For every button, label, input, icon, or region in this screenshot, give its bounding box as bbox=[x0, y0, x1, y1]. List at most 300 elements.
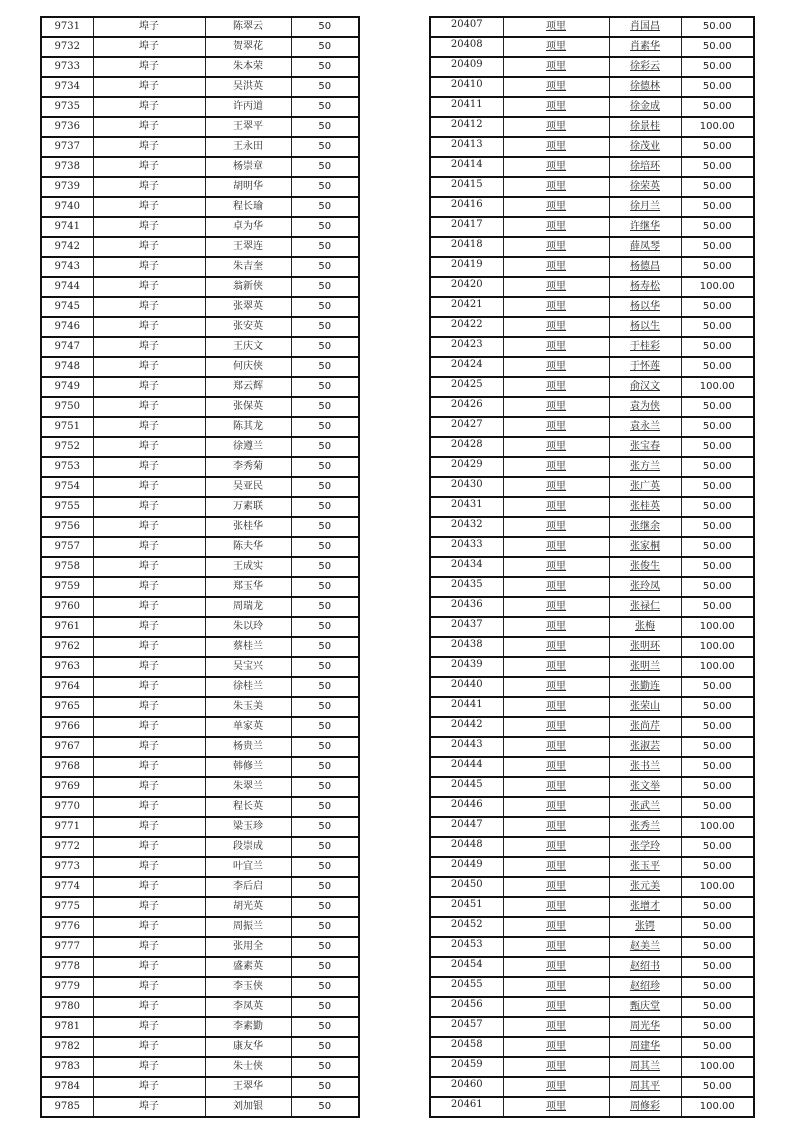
table-row bbox=[41, 177, 359, 197]
amount-cell: 50 bbox=[291, 257, 359, 277]
amount-cell: 50.00 bbox=[681, 897, 754, 917]
id-cell: 20410 bbox=[430, 77, 503, 97]
name-cell: 王翠平 bbox=[205, 117, 291, 137]
name-cell: 朱以玲 bbox=[205, 617, 291, 637]
name-cell: 朱玉美 bbox=[205, 697, 291, 717]
village-cell: 埠子 bbox=[93, 37, 205, 57]
id-cell: 9741 bbox=[41, 217, 93, 237]
village-cell: 埠子 bbox=[93, 537, 205, 557]
table-row bbox=[430, 277, 754, 297]
table-row bbox=[41, 997, 359, 1017]
village-cell: 项里 bbox=[503, 657, 609, 677]
amount-cell: 50 bbox=[291, 197, 359, 217]
name-cell: 盛素英 bbox=[205, 957, 291, 977]
left-table-body bbox=[41, 17, 359, 1117]
village-cell: 项里 bbox=[503, 1057, 609, 1077]
village-cell: 埠子 bbox=[93, 877, 205, 897]
id-cell: 20455 bbox=[430, 977, 503, 997]
table-row bbox=[41, 557, 359, 577]
id-cell: 9758 bbox=[41, 557, 93, 577]
id-cell: 9733 bbox=[41, 57, 93, 77]
amount-cell: 50 bbox=[291, 797, 359, 817]
amount-cell: 50 bbox=[291, 737, 359, 757]
amount-cell: 50.00 bbox=[681, 337, 754, 357]
amount-cell: 50.00 bbox=[681, 797, 754, 817]
village-cell: 埠子 bbox=[93, 697, 205, 717]
village-cell: 项里 bbox=[503, 837, 609, 857]
village-cell: 埠子 bbox=[93, 857, 205, 877]
table-row bbox=[430, 337, 754, 357]
amount-cell: 50.00 bbox=[681, 257, 754, 277]
id-cell: 20434 bbox=[430, 557, 503, 577]
table-row bbox=[41, 797, 359, 817]
village-cell: 项里 bbox=[503, 357, 609, 377]
village-cell: 项里 bbox=[503, 677, 609, 697]
amount-cell: 50 bbox=[291, 217, 359, 237]
name-cell: 张桂华 bbox=[205, 517, 291, 537]
amount-cell: 50.00 bbox=[681, 717, 754, 737]
table-row bbox=[41, 897, 359, 917]
name-cell: 朱翠兰 bbox=[205, 777, 291, 797]
amount-cell: 50.00 bbox=[681, 97, 754, 117]
amount-cell: 50.00 bbox=[681, 677, 754, 697]
name-cell: 赵美兰 bbox=[609, 937, 681, 957]
amount-cell: 50.00 bbox=[681, 177, 754, 197]
table-row bbox=[41, 477, 359, 497]
table-row bbox=[41, 437, 359, 457]
table-row bbox=[430, 517, 754, 537]
village-cell: 埠子 bbox=[93, 457, 205, 477]
village-cell: 埠子 bbox=[93, 237, 205, 257]
amount-cell: 50.00 bbox=[681, 737, 754, 757]
table-row bbox=[430, 157, 754, 177]
table-row bbox=[41, 657, 359, 677]
amount-cell: 50 bbox=[291, 917, 359, 937]
village-cell: 项里 bbox=[503, 617, 609, 637]
amount-cell: 50 bbox=[291, 37, 359, 57]
name-cell: 赵绍珍 bbox=[609, 977, 681, 997]
table-row bbox=[41, 397, 359, 417]
id-cell: 9756 bbox=[41, 517, 93, 537]
name-cell: 张保英 bbox=[205, 397, 291, 417]
name-cell: 杨以华 bbox=[609, 297, 681, 317]
id-cell: 9739 bbox=[41, 177, 93, 197]
table-row bbox=[430, 697, 754, 717]
name-cell: 陈翠云 bbox=[205, 17, 291, 37]
village-cell: 项里 bbox=[503, 597, 609, 617]
amount-cell: 50 bbox=[291, 937, 359, 957]
village-cell: 埠子 bbox=[93, 957, 205, 977]
table-row bbox=[41, 837, 359, 857]
table-row bbox=[430, 957, 754, 977]
id-cell: 9776 bbox=[41, 917, 93, 937]
id-cell: 20430 bbox=[430, 477, 503, 497]
village-cell: 项里 bbox=[503, 1077, 609, 1097]
table-row bbox=[41, 817, 359, 837]
amount-cell: 50.00 bbox=[681, 477, 754, 497]
table-row bbox=[430, 897, 754, 917]
amount-cell: 50 bbox=[291, 57, 359, 77]
amount-cell: 50 bbox=[291, 157, 359, 177]
name-cell: 万素联 bbox=[205, 497, 291, 517]
table-row bbox=[430, 97, 754, 117]
village-cell: 埠子 bbox=[93, 297, 205, 317]
village-cell: 埠子 bbox=[93, 897, 205, 917]
id-cell: 20442 bbox=[430, 717, 503, 737]
table-row bbox=[41, 217, 359, 237]
village-cell: 项里 bbox=[503, 337, 609, 357]
village-cell: 项里 bbox=[503, 77, 609, 97]
village-cell: 项里 bbox=[503, 157, 609, 177]
table-row bbox=[41, 537, 359, 557]
village-cell: 埠子 bbox=[93, 617, 205, 637]
village-cell: 项里 bbox=[503, 637, 609, 657]
name-cell: 张尚芹 bbox=[609, 717, 681, 737]
village-cell: 埠子 bbox=[93, 317, 205, 337]
table-row bbox=[430, 217, 754, 237]
id-cell: 20437 bbox=[430, 617, 503, 637]
id-cell: 9774 bbox=[41, 877, 93, 897]
village-cell: 项里 bbox=[503, 477, 609, 497]
id-cell: 9784 bbox=[41, 1077, 93, 1097]
id-cell: 20447 bbox=[430, 817, 503, 837]
name-cell: 张增才 bbox=[609, 897, 681, 917]
village-cell: 项里 bbox=[503, 757, 609, 777]
name-cell: 肖国昌 bbox=[609, 17, 681, 37]
id-cell: 20452 bbox=[430, 917, 503, 937]
id-cell: 9740 bbox=[41, 197, 93, 217]
table-row bbox=[430, 977, 754, 997]
table-row bbox=[430, 197, 754, 217]
amount-cell: 100.00 bbox=[681, 117, 754, 137]
name-cell: 张用全 bbox=[205, 937, 291, 957]
village-cell: 项里 bbox=[503, 737, 609, 757]
id-cell: 9746 bbox=[41, 317, 93, 337]
table-row bbox=[430, 317, 754, 337]
id-cell: 20409 bbox=[430, 57, 503, 77]
name-cell: 张玉平 bbox=[609, 857, 681, 877]
amount-cell: 50.00 bbox=[681, 137, 754, 157]
id-cell: 9778 bbox=[41, 957, 93, 977]
village-cell: 项里 bbox=[503, 497, 609, 517]
id-cell: 9731 bbox=[41, 17, 93, 37]
name-cell: 张明兰 bbox=[609, 657, 681, 677]
table-row bbox=[41, 957, 359, 977]
amount-cell: 50 bbox=[291, 697, 359, 717]
name-cell: 杨贵兰 bbox=[205, 737, 291, 757]
name-cell: 徐遵兰 bbox=[205, 437, 291, 457]
village-cell: 埠子 bbox=[93, 517, 205, 537]
name-cell: 朱本荣 bbox=[205, 57, 291, 77]
village-cell: 埠子 bbox=[93, 177, 205, 197]
village-cell: 埠子 bbox=[93, 97, 205, 117]
id-cell: 9734 bbox=[41, 77, 93, 97]
id-cell: 20445 bbox=[430, 777, 503, 797]
village-cell: 埠子 bbox=[93, 937, 205, 957]
name-cell: 杨德昌 bbox=[609, 257, 681, 277]
amount-cell: 50 bbox=[291, 877, 359, 897]
id-cell: 20449 bbox=[430, 857, 503, 877]
table-row bbox=[430, 1057, 754, 1077]
amount-cell: 100.00 bbox=[681, 1097, 754, 1117]
name-cell: 张锷 bbox=[609, 917, 681, 937]
name-cell: 徐荣英 bbox=[609, 177, 681, 197]
amount-cell: 50.00 bbox=[681, 197, 754, 217]
amount-cell: 50.00 bbox=[681, 397, 754, 417]
amount-cell: 50 bbox=[291, 1057, 359, 1077]
amount-cell: 50 bbox=[291, 17, 359, 37]
id-cell: 20459 bbox=[430, 1057, 503, 1077]
name-cell: 程长英 bbox=[205, 797, 291, 817]
id-cell: 20451 bbox=[430, 897, 503, 917]
id-cell: 20421 bbox=[430, 297, 503, 317]
village-cell: 项里 bbox=[503, 1097, 609, 1117]
village-cell: 项里 bbox=[503, 1037, 609, 1057]
village-cell: 埠子 bbox=[93, 757, 205, 777]
table-row bbox=[41, 937, 359, 957]
id-cell: 9751 bbox=[41, 417, 93, 437]
village-cell: 埠子 bbox=[93, 1057, 205, 1077]
name-cell: 杨寿松 bbox=[609, 277, 681, 297]
table-row bbox=[430, 777, 754, 797]
table-row bbox=[430, 57, 754, 77]
amount-cell: 50 bbox=[291, 1037, 359, 1057]
village-cell: 项里 bbox=[503, 277, 609, 297]
table-row bbox=[41, 57, 359, 77]
id-cell: 9744 bbox=[41, 277, 93, 297]
amount-cell: 50.00 bbox=[681, 857, 754, 877]
village-cell: 埠子 bbox=[93, 337, 205, 357]
name-cell: 胡光英 bbox=[205, 897, 291, 917]
id-cell: 9765 bbox=[41, 697, 93, 717]
id-cell: 20423 bbox=[430, 337, 503, 357]
id-cell: 20419 bbox=[430, 257, 503, 277]
table-row bbox=[430, 1037, 754, 1057]
village-cell: 项里 bbox=[503, 97, 609, 117]
table-row bbox=[41, 417, 359, 437]
name-cell: 袁永兰 bbox=[609, 417, 681, 437]
village-cell: 埠子 bbox=[93, 737, 205, 757]
village-cell: 项里 bbox=[503, 917, 609, 937]
name-cell: 张淑芸 bbox=[609, 737, 681, 757]
village-cell: 埠子 bbox=[93, 577, 205, 597]
id-cell: 9766 bbox=[41, 717, 93, 737]
table-row bbox=[430, 557, 754, 577]
id-cell: 9769 bbox=[41, 777, 93, 797]
table-row bbox=[430, 397, 754, 417]
amount-cell: 50.00 bbox=[681, 777, 754, 797]
amount-cell: 50 bbox=[291, 997, 359, 1017]
village-cell: 埠子 bbox=[93, 657, 205, 677]
amount-cell: 50 bbox=[291, 777, 359, 797]
table-row bbox=[430, 537, 754, 557]
name-cell: 吴宝兴 bbox=[205, 657, 291, 677]
name-cell: 吴洪英 bbox=[205, 77, 291, 97]
name-cell: 张勤连 bbox=[609, 677, 681, 697]
amount-cell: 50.00 bbox=[681, 557, 754, 577]
name-cell: 卓为华 bbox=[205, 217, 291, 237]
village-cell: 埠子 bbox=[93, 197, 205, 217]
id-cell: 9783 bbox=[41, 1057, 93, 1077]
table-row bbox=[430, 877, 754, 897]
amount-cell: 50 bbox=[291, 537, 359, 557]
id-cell: 9771 bbox=[41, 817, 93, 837]
village-cell: 埠子 bbox=[93, 1097, 205, 1117]
amount-cell: 50.00 bbox=[681, 577, 754, 597]
village-cell: 埠子 bbox=[93, 997, 205, 1017]
table-row bbox=[41, 977, 359, 997]
village-cell: 项里 bbox=[503, 797, 609, 817]
village-cell: 项里 bbox=[503, 317, 609, 337]
village-cell: 埠子 bbox=[93, 397, 205, 417]
village-cell: 项里 bbox=[503, 1017, 609, 1037]
right-table-body bbox=[430, 17, 754, 1117]
table-row bbox=[41, 497, 359, 517]
name-cell: 张学玲 bbox=[609, 837, 681, 857]
name-cell: 杨以生 bbox=[609, 317, 681, 337]
name-cell: 叶宜兰 bbox=[205, 857, 291, 877]
table-row bbox=[41, 857, 359, 877]
name-cell: 袁为侠 bbox=[609, 397, 681, 417]
name-cell: 徐茂业 bbox=[609, 137, 681, 157]
name-cell: 李玉侠 bbox=[205, 977, 291, 997]
amount-cell: 50 bbox=[291, 597, 359, 617]
village-cell: 项里 bbox=[503, 417, 609, 437]
name-cell: 张文举 bbox=[609, 777, 681, 797]
name-cell: 王翠连 bbox=[205, 237, 291, 257]
id-cell: 9750 bbox=[41, 397, 93, 417]
name-cell: 徐彩云 bbox=[609, 57, 681, 77]
village-cell: 项里 bbox=[503, 537, 609, 557]
village-cell: 项里 bbox=[503, 777, 609, 797]
amount-cell: 50.00 bbox=[681, 457, 754, 477]
table-row bbox=[430, 437, 754, 457]
village-cell: 埠子 bbox=[93, 1037, 205, 1057]
village-cell: 埠子 bbox=[93, 77, 205, 97]
village-cell: 项里 bbox=[503, 997, 609, 1017]
village-cell: 埠子 bbox=[93, 1017, 205, 1037]
table-row bbox=[41, 97, 359, 117]
amount-cell: 50.00 bbox=[681, 357, 754, 377]
name-cell: 张桂英 bbox=[609, 497, 681, 517]
id-cell: 20412 bbox=[430, 117, 503, 137]
name-cell: 薛凤琴 bbox=[609, 237, 681, 257]
table-row bbox=[41, 157, 359, 177]
table-row bbox=[430, 297, 754, 317]
table-row bbox=[430, 797, 754, 817]
amount-cell: 50 bbox=[291, 497, 359, 517]
amount-cell: 50 bbox=[291, 77, 359, 97]
village-cell: 项里 bbox=[503, 897, 609, 917]
name-cell: 肖素华 bbox=[609, 37, 681, 57]
id-cell: 9781 bbox=[41, 1017, 93, 1037]
table-row bbox=[41, 377, 359, 397]
amount-cell: 50.00 bbox=[681, 517, 754, 537]
amount-cell: 50 bbox=[291, 97, 359, 117]
amount-cell: 50 bbox=[291, 557, 359, 577]
village-cell: 项里 bbox=[503, 717, 609, 737]
village-cell: 项里 bbox=[503, 397, 609, 417]
id-cell: 20435 bbox=[430, 577, 503, 597]
table-row bbox=[430, 757, 754, 777]
left-roster-table bbox=[40, 16, 360, 1118]
amount-cell: 50 bbox=[291, 837, 359, 857]
village-cell: 项里 bbox=[503, 57, 609, 77]
id-cell: 20416 bbox=[430, 197, 503, 217]
table-row bbox=[41, 457, 359, 477]
amount-cell: 50 bbox=[291, 637, 359, 657]
name-cell: 吴亚民 bbox=[205, 477, 291, 497]
amount-cell: 50 bbox=[291, 417, 359, 437]
table-row bbox=[41, 317, 359, 337]
village-cell: 项里 bbox=[503, 857, 609, 877]
id-cell: 20432 bbox=[430, 517, 503, 537]
table-row bbox=[430, 17, 754, 37]
id-cell: 20446 bbox=[430, 797, 503, 817]
amount-cell: 50 bbox=[291, 1077, 359, 1097]
id-cell: 9772 bbox=[41, 837, 93, 857]
id-cell: 9748 bbox=[41, 357, 93, 377]
amount-cell: 50.00 bbox=[681, 1017, 754, 1037]
village-cell: 项里 bbox=[503, 177, 609, 197]
village-cell: 埠子 bbox=[93, 777, 205, 797]
table-row bbox=[430, 597, 754, 617]
id-cell: 20443 bbox=[430, 737, 503, 757]
village-cell: 埠子 bbox=[93, 277, 205, 297]
amount-cell: 50 bbox=[291, 457, 359, 477]
name-cell: 许继华 bbox=[609, 217, 681, 237]
table-row bbox=[430, 117, 754, 137]
name-cell: 徐景桂 bbox=[609, 117, 681, 137]
table-row bbox=[430, 637, 754, 657]
table-row bbox=[41, 37, 359, 57]
table-row bbox=[41, 1017, 359, 1037]
table-row bbox=[430, 857, 754, 877]
id-cell: 20433 bbox=[430, 537, 503, 557]
amount-cell: 100.00 bbox=[681, 1057, 754, 1077]
id-cell: 9737 bbox=[41, 137, 93, 157]
amount-cell: 50.00 bbox=[681, 1077, 754, 1097]
amount-cell: 50.00 bbox=[681, 57, 754, 77]
name-cell: 周振兰 bbox=[205, 917, 291, 937]
id-cell: 20439 bbox=[430, 657, 503, 677]
village-cell: 项里 bbox=[503, 257, 609, 277]
table-row bbox=[430, 617, 754, 637]
name-cell: 张继余 bbox=[609, 517, 681, 537]
name-cell: 杨崇章 bbox=[205, 157, 291, 177]
table-row bbox=[430, 677, 754, 697]
id-cell: 9753 bbox=[41, 457, 93, 477]
name-cell: 韩修兰 bbox=[205, 757, 291, 777]
table-row bbox=[430, 377, 754, 397]
amount-cell: 50 bbox=[291, 617, 359, 637]
id-cell: 9779 bbox=[41, 977, 93, 997]
village-cell: 项里 bbox=[503, 137, 609, 157]
table-row bbox=[41, 597, 359, 617]
amount-cell: 50 bbox=[291, 857, 359, 877]
id-cell: 20422 bbox=[430, 317, 503, 337]
village-cell: 埠子 bbox=[93, 217, 205, 237]
table-row bbox=[41, 277, 359, 297]
id-cell: 20436 bbox=[430, 597, 503, 617]
id-cell: 9738 bbox=[41, 157, 93, 177]
amount-cell: 50.00 bbox=[681, 697, 754, 717]
amount-cell: 50 bbox=[291, 297, 359, 317]
table-row bbox=[430, 737, 754, 757]
amount-cell: 100.00 bbox=[681, 617, 754, 637]
amount-cell: 50 bbox=[291, 437, 359, 457]
village-cell: 埠子 bbox=[93, 477, 205, 497]
